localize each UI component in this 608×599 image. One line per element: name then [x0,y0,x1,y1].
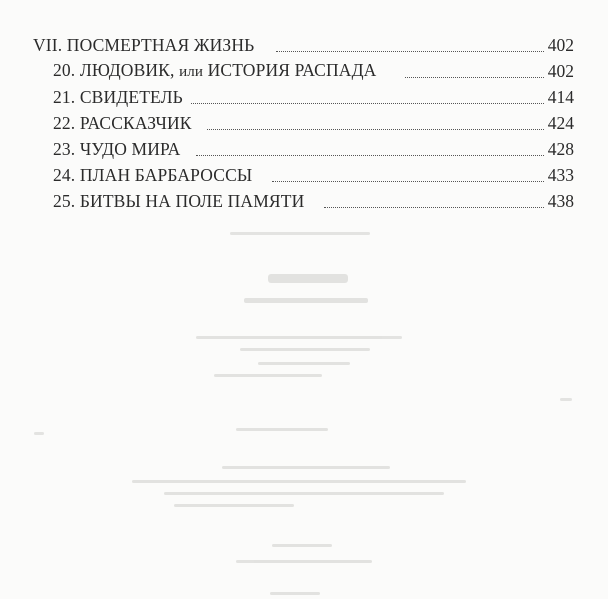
bleed-line [34,432,44,435]
bleed-line [230,232,370,235]
toc-entry-title: 25. БИТВЫ НА ПОЛЕ ПАМЯТИ [53,190,305,211]
toc-entry-title: 23. ЧУДО МИРА [53,138,181,159]
bleed-line [272,544,332,547]
toc-entry-title: 21. СВИДЕТЕЛЬ [53,86,183,107]
toc-entry-title [53,62,376,80]
toc-row-part-vii [0,30,608,58]
toc-page-number: 428 [547,138,574,159]
bleed-line [236,428,328,431]
toc-entry-title: 22. РАССКАЗЧИК [53,112,192,133]
bleed-line [560,398,572,401]
bleed-line [196,336,402,339]
toc-page-number: 424 [547,112,574,133]
bleed-line [222,466,390,469]
toc-row-chapter-22 [0,108,608,136]
bleed-line [270,592,320,595]
toc-page-number: 433 [547,164,574,185]
toc-leader-dots [272,181,544,182]
toc-entry-title-conjunction: или [179,64,204,80]
bleed-line [164,492,444,495]
toc-entry-title: VII. ПОСМЕРТНАЯ ЖИЗНЬ [33,34,255,55]
toc-leader-dots [324,207,544,208]
bleed-line [258,362,350,365]
toc-page-number: 402 [547,60,574,81]
toc-row-chapter-21 [0,82,608,110]
show-through-bleed [0,230,608,599]
bleed-line [240,348,370,351]
bleed-line [214,374,322,377]
toc-page-number: 438 [547,190,574,211]
toc-entry-title: 24. ПЛАН БАРБАРОССЫ [53,164,253,185]
toc-row-chapter-23 [0,134,608,162]
bleed-line [174,504,294,507]
toc-leader-dots [207,129,544,130]
bleed-line [268,274,348,283]
bleed-line [132,480,466,483]
toc-entry-title-part: 20. ЛЮДОВИК, [53,60,180,80]
table-of-contents [0,0,608,230]
toc-leader-dots [405,77,544,78]
toc-row-chapter-20 [0,56,608,84]
toc-entry-title-part: ИСТОРИЯ РАСПАДА [203,60,377,80]
toc-page-number: 414 [547,86,574,107]
bleed-line [244,298,368,303]
toc-page-number: 402 [547,34,574,55]
toc-leader-dots [191,103,544,104]
toc-row-chapter-24 [0,160,608,188]
toc-leader-dots [196,155,544,156]
toc-leader-dots [276,51,544,52]
bleed-line [236,560,372,563]
toc-row-chapter-25 [0,186,608,214]
